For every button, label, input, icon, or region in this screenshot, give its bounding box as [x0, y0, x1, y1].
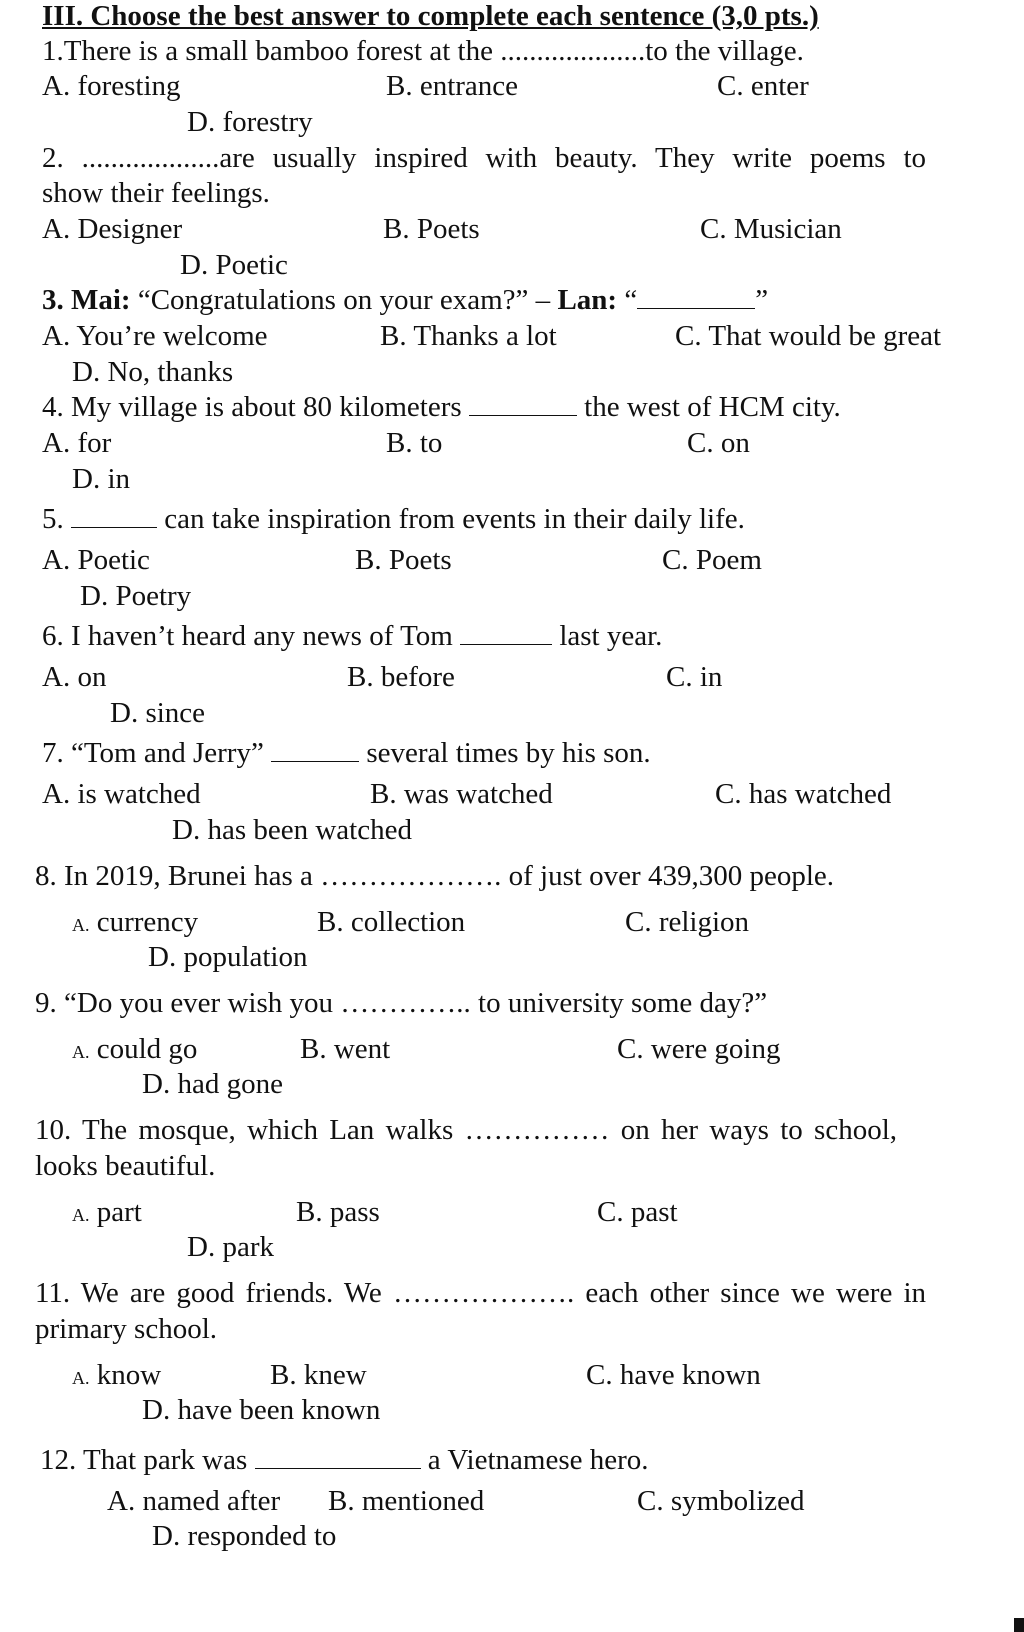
question-11-stem: 11. We are good friends. We ………………. each other since we were in [35, 1277, 927, 1309]
q4-option-b: B. to [386, 427, 443, 459]
q6-option-d: D. since [110, 697, 206, 729]
q6-option-a: A. on [42, 661, 107, 693]
q12-option-d: D. responded to [152, 1520, 337, 1552]
q11-option-b: B. knew [270, 1359, 367, 1391]
q11-option-d: D. have been known [142, 1394, 381, 1426]
question-11-stem-line2: primary school. [35, 1313, 218, 1345]
q6-option-c: C. in [666, 661, 723, 693]
q1-option-d: D. forestry [187, 106, 313, 138]
question-6-stem: 6. I haven’t heard any news of Tom last year. [42, 620, 663, 652]
q5-option-c: C. Poem [662, 544, 762, 576]
q9-option-a: A. could go [72, 1033, 198, 1065]
question-12-stem: 12. That park was a Vietnamese hero. [40, 1444, 649, 1476]
answer-blank: ………………. [392, 1277, 575, 1309]
answer-blank: .................... [500, 35, 646, 67]
section-heading [42, 2, 819, 31]
q2-option-c: C. Musician [700, 213, 842, 245]
question-5-stem: 5. can take inspiration from events in their daily life. [42, 503, 745, 535]
q10-option-c: C. past [597, 1196, 678, 1228]
q11-option-a: A. know [72, 1359, 162, 1391]
q11-option-c: C. have known [586, 1359, 761, 1391]
q3-option-a: A. You’re welcome [42, 320, 268, 352]
q4-option-a: A. for [42, 427, 112, 459]
q7-option-a: A. is watched [42, 778, 201, 810]
question-2-stem: 2. ...................are usually inspired with beauty. They write poems to [42, 142, 927, 174]
section-heading-text: III. Choose the best answer to complete each sentence (3,0 pts.) [42, 0, 819, 32]
q10-option-d: D. park [187, 1231, 274, 1263]
q7-option-b: B. was watched [370, 778, 553, 810]
q1-option-b: B. entrance [386, 70, 519, 102]
q8-option-d: D. population [148, 941, 308, 973]
q5-option-d: D. Poetry [80, 580, 192, 612]
question-3-stem: 3. Mai: “Congratulations on your exam?” – Lan: “ ” [42, 284, 769, 316]
q4-option-c: C. on [687, 427, 750, 459]
answer-blank: ................... [81, 142, 220, 174]
scan-edge-mark [1014, 1618, 1024, 1632]
answer-blank [460, 643, 552, 645]
q2-option-a: A. Designer [42, 213, 183, 245]
q10-option-a: A. part [72, 1196, 142, 1228]
question-2-stem-line2: show their feelings. [42, 177, 270, 209]
answer-blank [637, 307, 755, 309]
q3-option-b: B. Thanks a lot [380, 320, 557, 352]
q7-option-d: D. has been watched [172, 814, 412, 846]
q5-option-a: A. Poetic [42, 544, 150, 576]
question-10-stem: 10. The mosque, which Lan walks …………… on her ways to school, [35, 1114, 898, 1146]
answer-blank [71, 526, 157, 528]
q9-option-b: B. went [300, 1033, 391, 1065]
q2-option-b: B. Poets [383, 213, 480, 245]
q3-option-d: D. No, thanks [72, 356, 234, 388]
q3-option-c: C. That would be great [675, 320, 942, 352]
answer-blank [469, 414, 577, 416]
q9-option-d: D. had gone [142, 1068, 283, 1100]
q8-option-b: B. collection [317, 906, 466, 938]
q1-option-c: C. enter [717, 70, 809, 102]
answer-blank: …………… [464, 1114, 610, 1146]
q1-option-a: A. foresting [42, 70, 181, 102]
q12-option-b: B. mentioned [328, 1485, 485, 1517]
answer-blank: ………………. [320, 860, 502, 892]
q12-option-c: C. symbolized [637, 1485, 805, 1517]
question-1-stem: 1.There is a small bamboo forest at the ....................to the village. [42, 35, 804, 67]
q6-option-b: B. before [347, 661, 455, 693]
q2-option-d: D. Poetic [180, 249, 288, 281]
question-4-stem: 4. My village is about 80 kilometers the west of HCM city. [42, 391, 841, 423]
answer-blank [271, 760, 359, 762]
q10-option-b: B. pass [296, 1196, 380, 1228]
question-8-stem: 8. In 2019, Brunei has a ………………. of just over 439,300 people. [35, 860, 835, 892]
question-9-stem: 9. “Do you ever wish you ………….. to university some day?” [35, 987, 768, 1019]
question-7-stem: 7. “Tom and Jerry” several times by his son. [42, 737, 651, 769]
q8-option-a: A. currency [72, 906, 199, 938]
answer-blank: ………….. [340, 987, 471, 1019]
q4-option-d: D. in [72, 463, 130, 495]
q12-option-a: A. named after [107, 1485, 281, 1517]
question-10-stem-line2: looks beautiful. [35, 1150, 216, 1182]
q9-option-c: C. were going [617, 1033, 781, 1065]
q7-option-c: C. has watched [715, 778, 892, 810]
q8-option-c: C. religion [625, 906, 750, 938]
q5-option-b: B. Poets [355, 544, 452, 576]
answer-blank [255, 1467, 421, 1469]
